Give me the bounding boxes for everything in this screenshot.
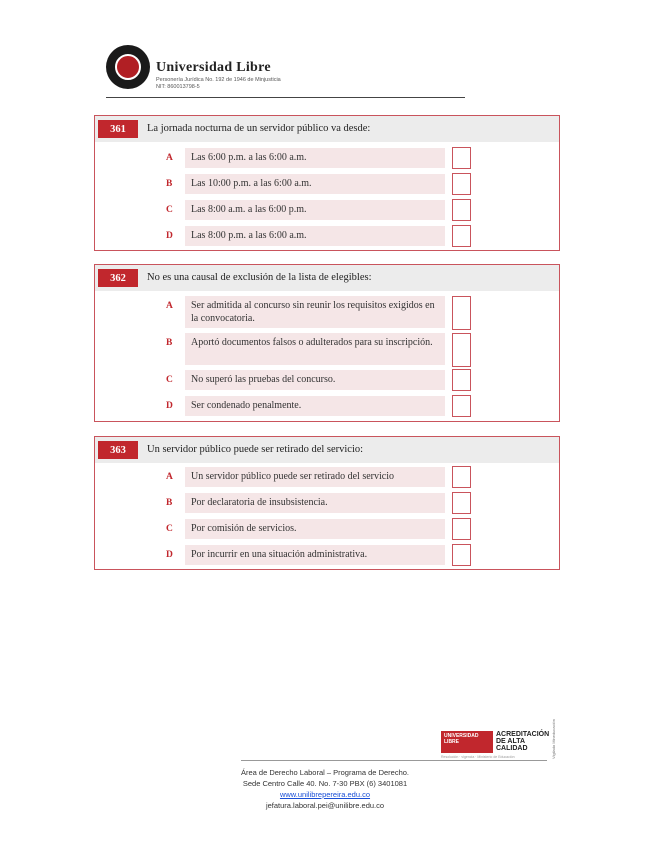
- option-text: No superó las pruebas del concurso.: [185, 370, 445, 390]
- unilibre-logo: UNIVERSIDAD LIBRE: [441, 731, 493, 753]
- option-letter: A: [166, 301, 173, 311]
- question-header: [95, 437, 559, 463]
- option-letter: C: [166, 205, 173, 215]
- answer-checkbox[interactable]: [452, 518, 471, 540]
- answer-checkbox[interactable]: [452, 492, 471, 514]
- option-text: Por incurrir en una situación administrativa.: [185, 545, 445, 565]
- option-text: Por comisión de servicios.: [185, 519, 445, 539]
- footer-divider: [241, 760, 547, 761]
- option-text: Las 10:00 p.m. a las 6:00 a.m.: [185, 174, 445, 194]
- university-seal-logo: [106, 45, 150, 89]
- university-nit-line: NIT: 860013798-5: [156, 84, 200, 90]
- question-number: 363: [98, 441, 138, 459]
- option-text: Aportó documentos falsos o adulterados para su inscripción.: [185, 333, 445, 365]
- question-block-362: [94, 264, 560, 422]
- option-text: Las 6:00 p.m. a las 6:00 a.m.: [185, 148, 445, 168]
- option-text: Ser admitida al concurso sin reunir los requisitos exigidos en la convocatoria.: [185, 296, 445, 328]
- option-letter: D: [166, 231, 173, 241]
- accreditation-logos: [441, 731, 550, 759]
- answer-checkbox[interactable]: [452, 395, 471, 417]
- option-letter: A: [166, 153, 173, 163]
- option-text: Un servidor público puede ser retirado del servicio: [185, 467, 445, 487]
- option-letter: B: [166, 338, 173, 348]
- option-text: Las 8:00 a.m. a las 6:00 p.m.: [185, 200, 445, 220]
- header-divider: [106, 97, 465, 98]
- option-letter: B: [166, 179, 173, 189]
- question-number: 362: [98, 269, 138, 287]
- footer-address: Sede Centro Calle 40. No. 7-30 PBX (6) 3401081: [242, 779, 408, 788]
- answer-checkbox[interactable]: [452, 147, 471, 169]
- option-letter: C: [166, 524, 173, 534]
- vigilada-caption: Vigilada Mineducación: [551, 719, 556, 759]
- option-text: Por declaratoria de insubsistencia.: [185, 493, 445, 513]
- question-header: [95, 265, 559, 291]
- acreditacion-logo: ACREDITACIÓN DE ALTA CALIDAD: [496, 731, 550, 752]
- answer-checkbox[interactable]: [452, 199, 471, 221]
- footer-email[interactable]: jefatura.laboral.pei@unilibre.edu.co: [265, 801, 385, 810]
- option-letter: A: [166, 472, 173, 482]
- question-block-363: [94, 436, 560, 570]
- question-block-361: [94, 115, 560, 251]
- footer-department: Área de Derecho Laboral – Programa de Derecho.: [240, 768, 409, 777]
- answer-checkbox[interactable]: [452, 296, 471, 330]
- answer-checkbox[interactable]: [452, 466, 471, 488]
- answer-checkbox[interactable]: [452, 369, 471, 391]
- answer-checkbox[interactable]: [452, 225, 471, 247]
- option-letter: D: [166, 401, 173, 411]
- question-text: Un servidor público puede ser retirado del servicio:: [147, 444, 364, 455]
- answer-checkbox[interactable]: [452, 544, 471, 566]
- university-legal-line: Personería Jurídica No. 192 de 1946 de Minjusticia: [156, 77, 281, 83]
- university-name: Universidad Libre: [156, 60, 271, 75]
- question-text: No es una causal de exclusión de la lista de elegibles:: [147, 272, 372, 283]
- footer-website-link[interactable]: www.unilibrepereira.edu.co: [279, 790, 371, 799]
- page-header: [106, 45, 466, 101]
- question-header: [95, 116, 559, 142]
- answer-checkbox[interactable]: [452, 173, 471, 195]
- answer-checkbox[interactable]: [452, 333, 471, 367]
- option-text: Las 8:00 p.m. a las 6:00 a.m.: [185, 226, 445, 246]
- option-letter: B: [166, 498, 173, 508]
- option-letter: D: [166, 550, 173, 560]
- option-text: Ser condenado penalmente.: [185, 396, 445, 416]
- question-number: 361: [98, 120, 138, 138]
- question-text: La jornada nocturna de un servidor público va desde:: [147, 123, 371, 134]
- option-letter: C: [166, 375, 173, 385]
- accreditation-caption: Resolución · vigencia · Ministerio de Educación: [441, 755, 515, 759]
